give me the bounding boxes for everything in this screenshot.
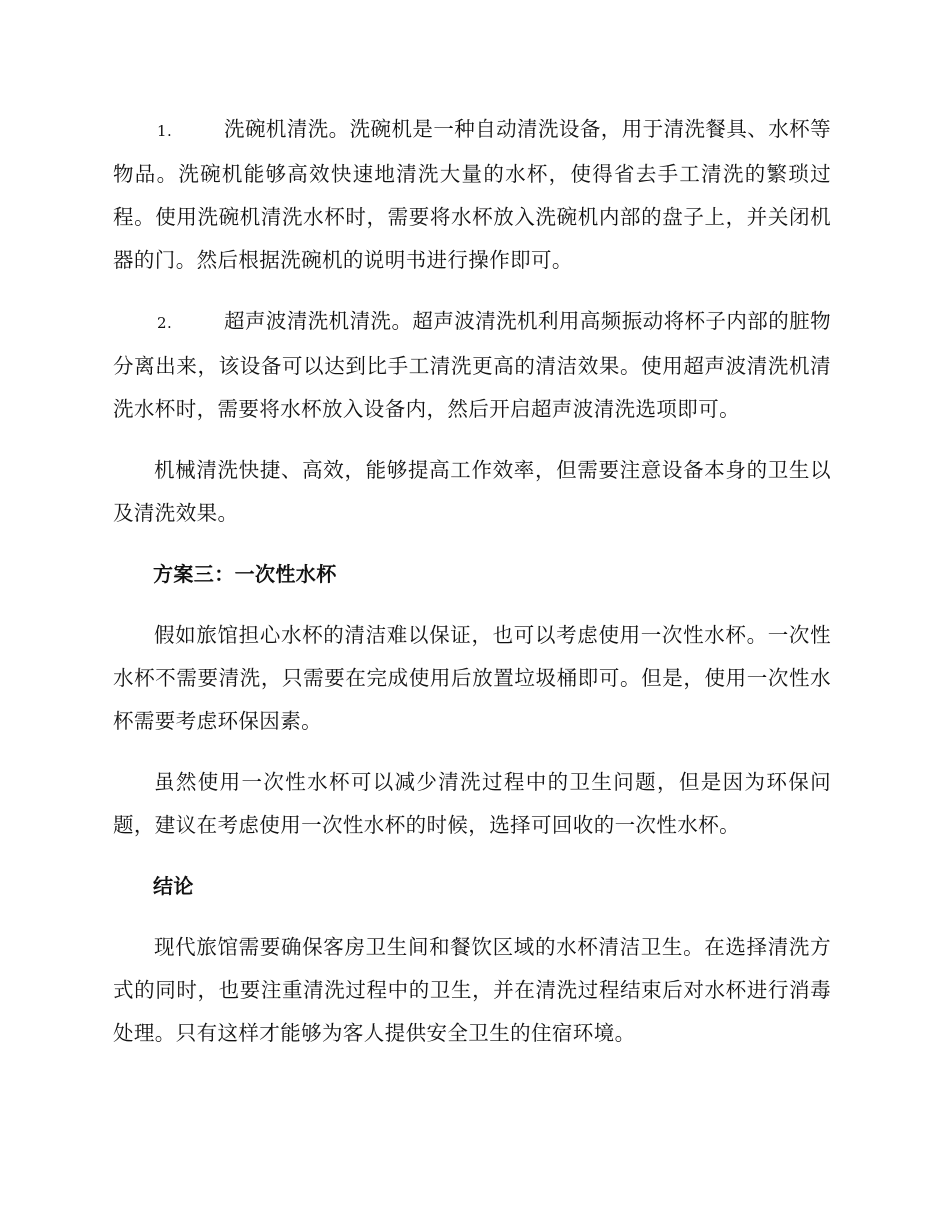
section3-paragraph-1: 假如旅馆担心水杯的清洁难以保证，也可以考虑使用一次性水杯。一次性水杯不需要清洗，只需要在完成使用后放置垃圾桶即可。但是，使用一次性水杯需要考虑环保因素。 bbox=[113, 623, 831, 733]
mechanical-summary-paragraph: 机械清洗快捷、高效，能够提高工作效率，但需要注意设备本身的卫生以及清洗效果。 bbox=[113, 458, 831, 525]
section3-paragraph-2: 虽然使用一次性水杯可以减少清洗过程中的卫生问题，但是因为环保问题，建议在考虑使用一次性水杯的时候，选择可回收的一次性水杯。 bbox=[113, 770, 831, 837]
list-item-ultrasonic bbox=[113, 300, 831, 431]
conclusion-paragraph: 现代旅馆需要确保客房卫生间和餐饮区域的水杯清洁卫生。在选择清洗方式的同时，也要注重清洗过程中的卫生，并在清洗过程结束后对水杯进行消毒处理。只有这样才能够为客人提供安全卫生的住宿环境。 bbox=[113, 935, 831, 1045]
list-number: 1. bbox=[157, 122, 173, 140]
list-item-dishwasher bbox=[113, 108, 831, 282]
section3-heading: 方案三：一次性水杯 bbox=[153, 562, 337, 586]
list-item-text: 洗碗机清洗。洗碗机是一种自动清洗设备，用于清洗餐具、水杯等物品。洗碗机能够高效快速地清洗大量的水杯，使得省去手工清洗的繁琐过程。使用洗碗机清洗水杯时，需要将水杯放入洗碗机内部的盘子上，并关闭机器的门。然后根据洗碗机的说明书进行操作即可。 bbox=[113, 117, 831, 272]
document-page bbox=[113, 108, 831, 1073]
conclusion-heading: 结论 bbox=[153, 874, 194, 898]
list-item-text: 超声波清洗机清洗。超声波清洗机利用高频振动将杯子内部的脏物分离出来，该设备可以达到比手工清洗更高的清洁效果。使用超声波清洗机清洗水杯时，需要将水杯放入设备内，然后开启超声波清洗选项即可。 bbox=[113, 309, 831, 421]
list-number: 2. bbox=[157, 314, 173, 332]
